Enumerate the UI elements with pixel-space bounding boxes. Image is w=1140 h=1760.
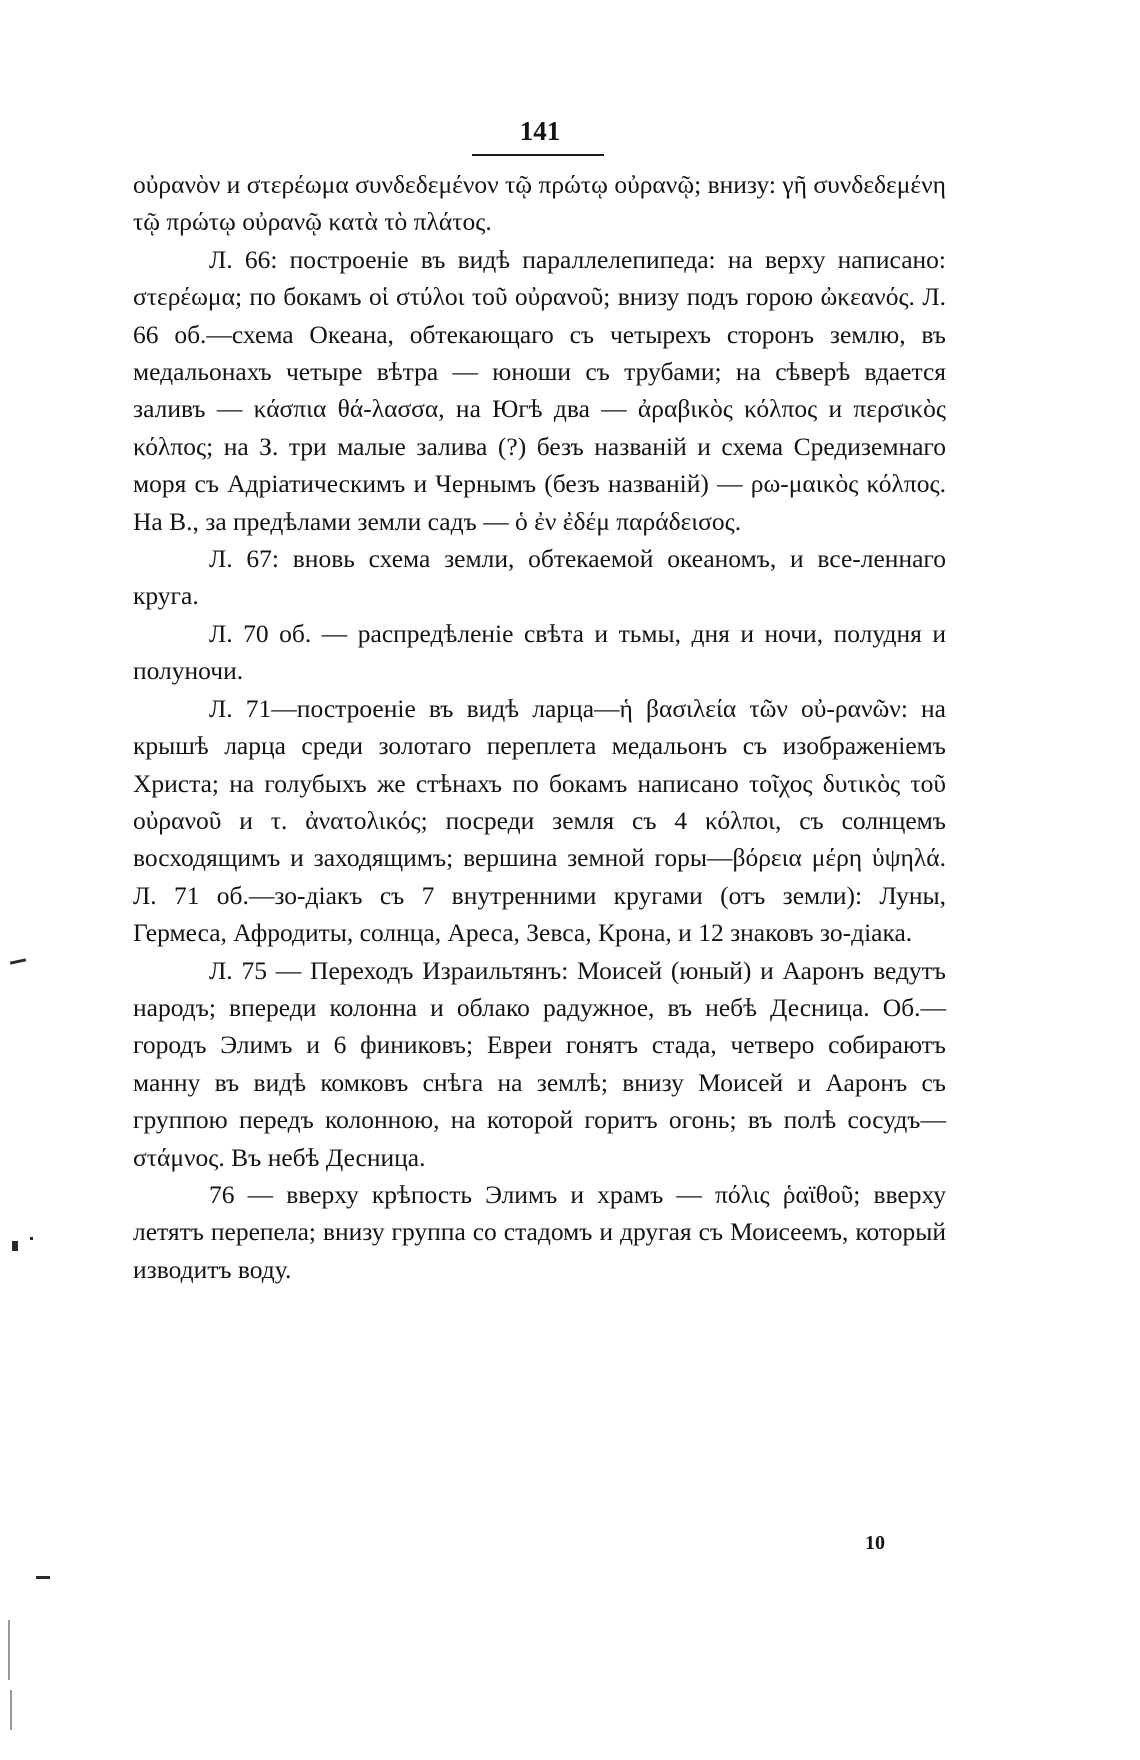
paragraph-4: Л. 70 об. — распредѣленіе свѣта и тьмы, дня и ночи, полудня и полуночи. bbox=[133, 618, 946, 686]
scan-speck bbox=[12, 1241, 18, 1251]
scan-speck bbox=[10, 1690, 12, 1730]
scan-speck bbox=[30, 1237, 33, 1240]
signature-mark: 10 bbox=[865, 1532, 885, 1554]
header-rule bbox=[472, 154, 604, 156]
paragraph-1: οὐρανὸν и στερέωμα συνδεδεμένον τῷ πρώτῳ οὐρανῷ; внизу: γῆ συνδεδεμένη τῷ πρώτῳ οὐρανῷ κατὰ τὸ πλάτος. bbox=[133, 170, 946, 237]
scan-speck bbox=[8, 1620, 10, 1680]
paragraph-7: 76 — вверху крѣпость Элимъ и храмъ — πόλις ῥαϊθοῦ; вверху летятъ перепела; внизу группа со стадомъ и другая съ Моисеемъ, который изводитъ воду. bbox=[133, 1179, 946, 1284]
paragraph-2: Л. 66: построеніе въ видѣ параллелепипеда: на верху написано: στερέωμα; по бокамъ οἱ στύλοι τοῦ οὐρανοῦ; внизу подъ горою ὠκεανός. Л. 66 об.—схема Океана, обтекающаго съ четырехъ сторонъ землю, въ медальонахъ четыре вѣтра — юноши съ трубами; на сѣверѣ вдается заливъ — κάσπια θά-λασσα, на Югѣ два — ἀραβικὸς κόλπος и περσικὸς κόλπος; на З. три малые залива (?) безъ названій и схема Средиземнаго моря съ Адріатическимъ и Чернымъ (безъ названій) — ρω-μαικὸς κόλπος. На В., за предѣлами земли садъ — ὁ ἐν ἐδέμ παράδεισος. bbox=[133, 244, 946, 536]
paragraph-5: Л. 71—построеніе въ видѣ ларца—ἡ βασιλεία τῶν οὐ-ρανῶν: на крышѣ ларца среди золотаго переплета медальонъ съ изображеніемъ Христа; на голубыхъ же стѣнахъ по бокамъ написано τοῖχος δυτικὸς τοῦ οὐρανοῦ и τ. ἀνατολικός; посреди земля съ 4 κόλποι, съ солнцемъ восходящимъ и заходящимъ; вершина земной горы—βόρεια μέρη ὑψηλά. Л. 71 об.—зо-діакъ съ 7 внутренними кругами (отъ земли): Луны, Гермеса, Афродиты, солнца, Ареса, Зевса, Крона, и 12 знаковъ зо-діака. bbox=[133, 693, 946, 948]
paragraph-3: Л. 67: вновь схема земли, обтекаемой океаномъ, и все-леннаго круга. bbox=[133, 544, 946, 611]
paragraph-6: Л. 75 — Переходъ Израильтянъ: Моисей (юный) и Ааронъ ведутъ народъ; впереди колонна и облако радужное, въ небѣ Десница. Об.—городъ Элимъ и 6 финиковъ; Евреи гонятъ стада, четверо собираютъ манну въ видѣ комковъ снѣга на землѣ; внизу Моисей и Ааронъ съ группою передъ колонною, на которой горитъ огонь; въ полѣ сосудъ—στάμνος. Въ небѣ Десница. bbox=[133, 955, 946, 1172]
body-text bbox=[133, 166, 946, 1288]
page-number: 141 bbox=[519, 116, 561, 146]
scan-speck bbox=[10, 958, 26, 964]
scan-speck bbox=[36, 1576, 50, 1579]
